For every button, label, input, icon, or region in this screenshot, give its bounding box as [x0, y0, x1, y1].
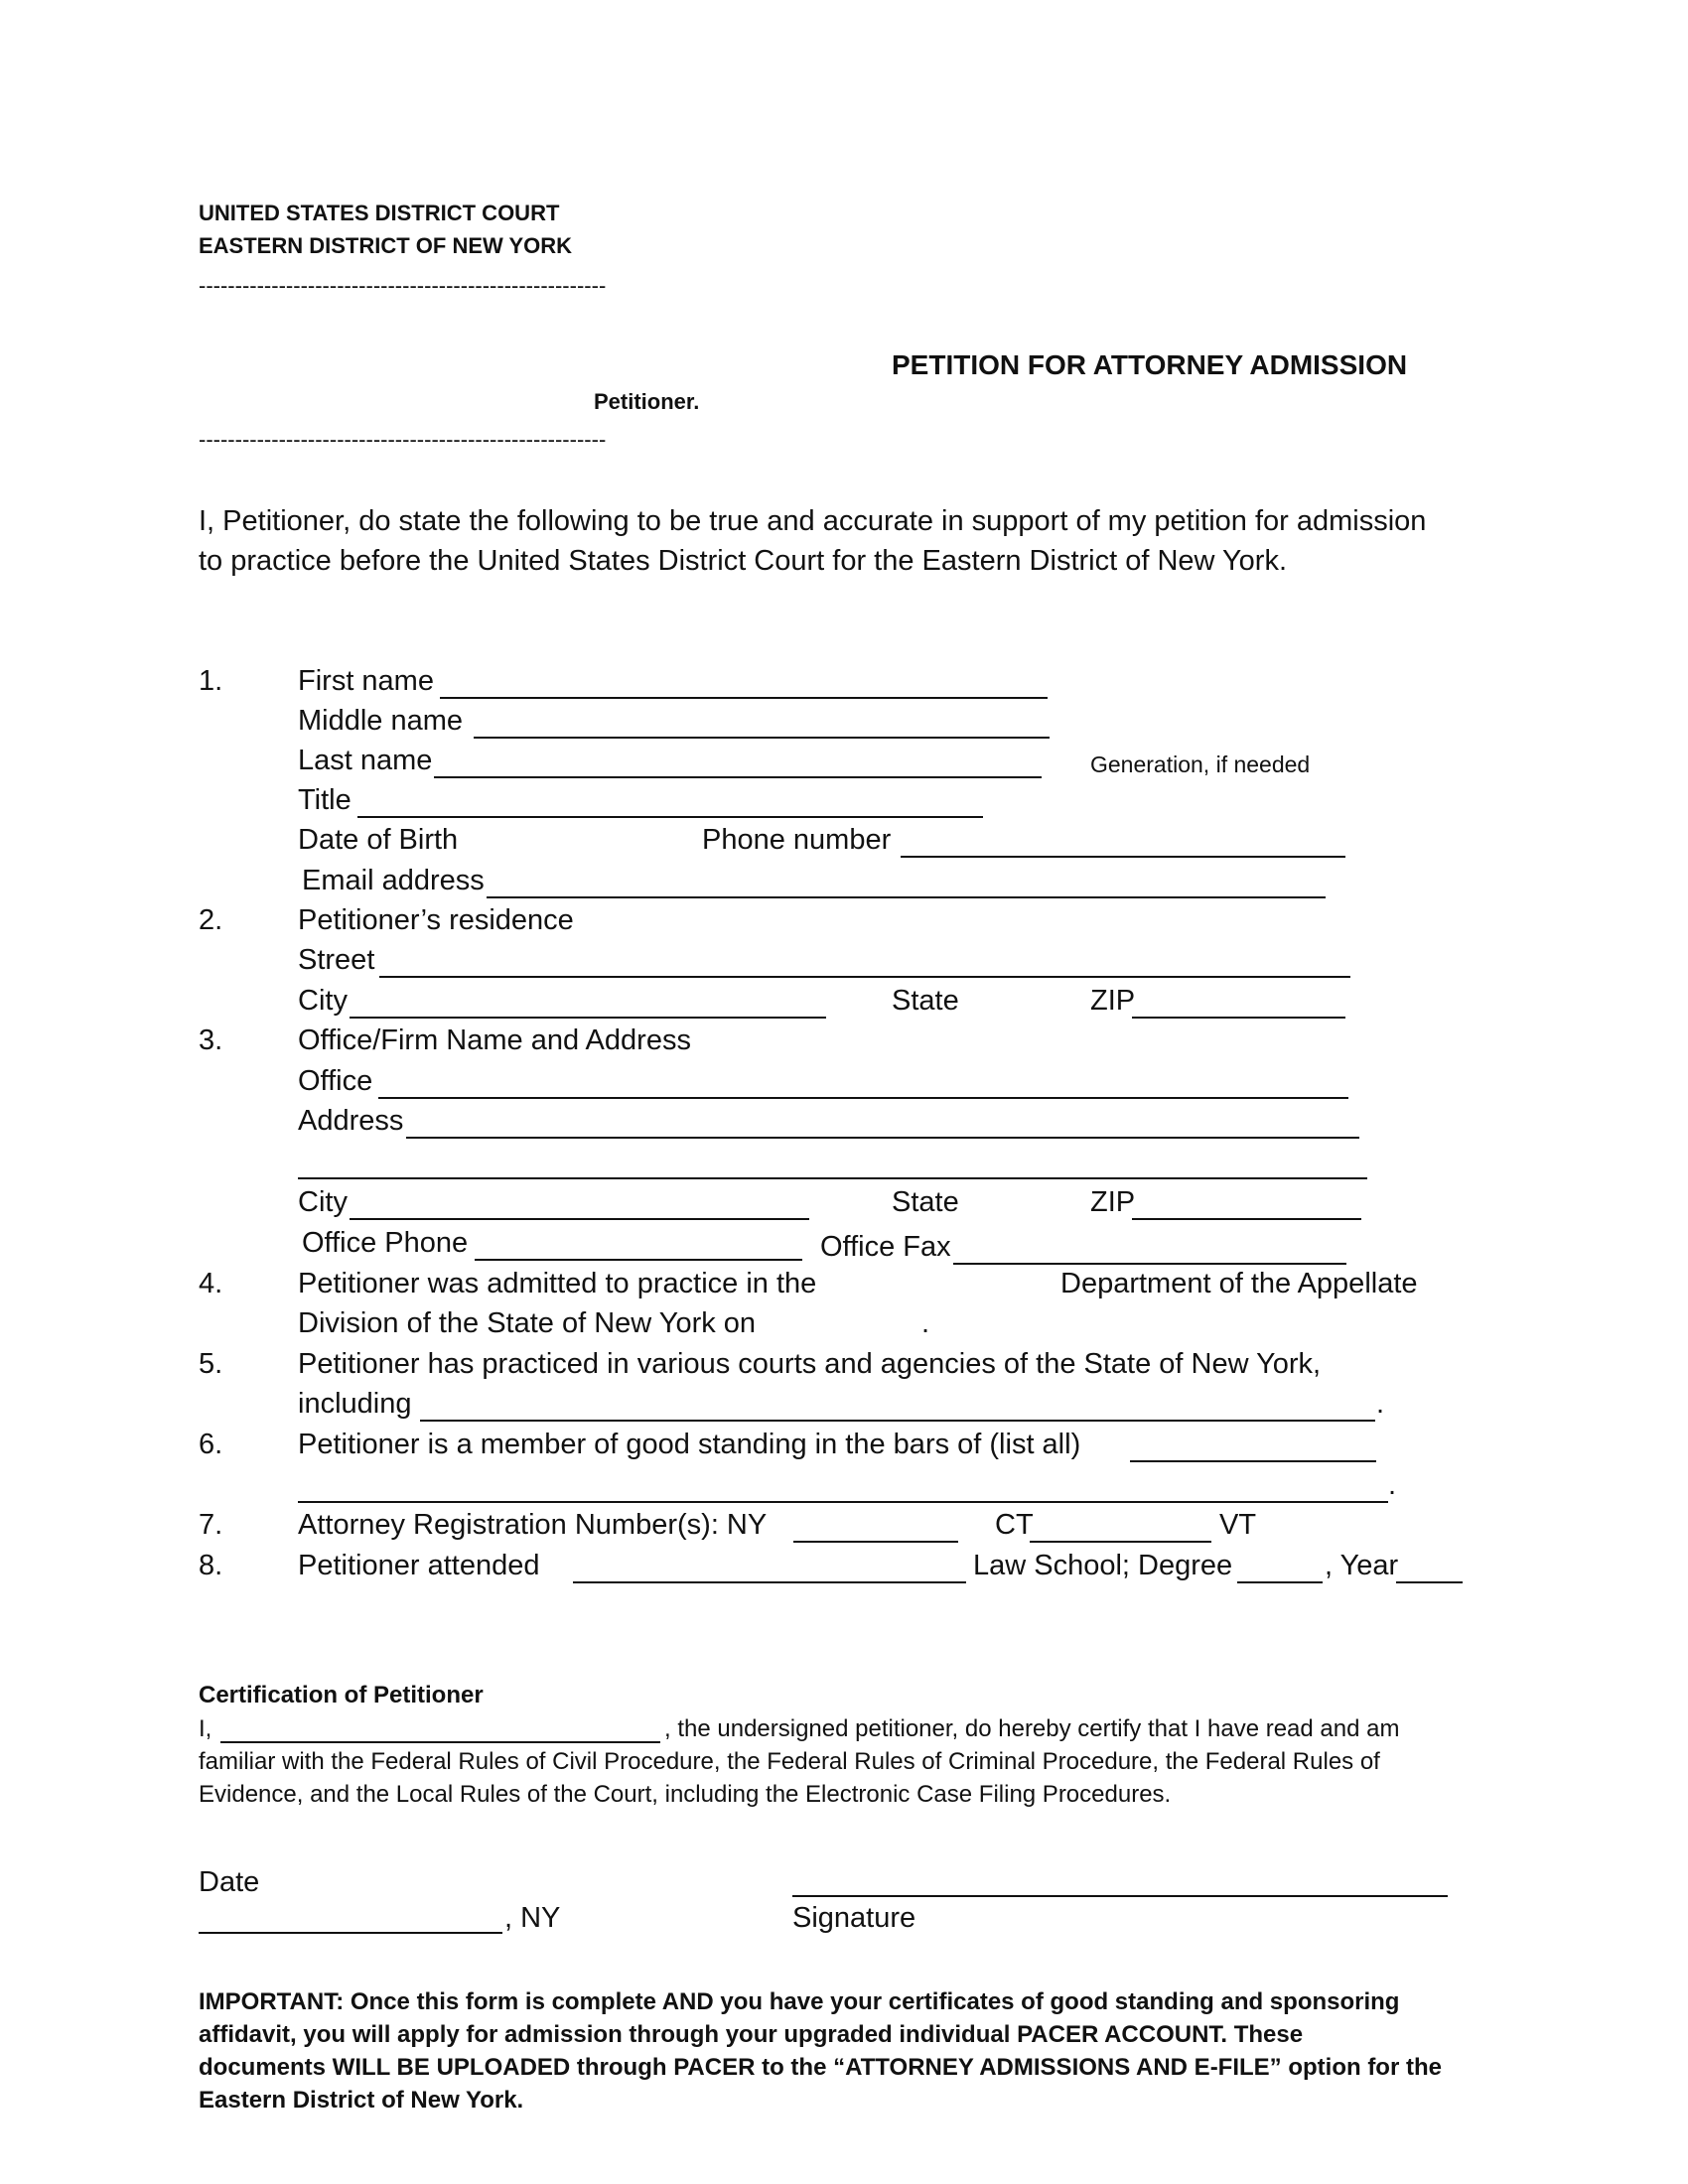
phone-label: Phone number — [702, 824, 892, 856]
residence-zip-label: ZIP — [1090, 985, 1136, 1017]
court-name: UNITED STATES DISTRICT COURT — [199, 201, 560, 225]
office-state-label: State — [892, 1186, 959, 1218]
office-heading: Office/Firm Name and Address — [298, 1024, 691, 1056]
residence-city-label: City — [298, 985, 348, 1017]
residence-state-label: State — [892, 985, 959, 1017]
certification-text-3: Evidence, and the Local Rules of the Court, including the Electronic Case Filing Procedures. — [199, 1781, 1172, 1808]
law-school-field[interactable] — [573, 1581, 966, 1583]
office-fax-field[interactable] — [953, 1263, 1346, 1265]
item-number-4: 4. — [199, 1268, 223, 1299]
generation-label: Generation, if needed — [1090, 751, 1311, 777]
court-district: EASTERN DISTRICT OF NEW YORK — [199, 233, 573, 258]
important-line-1: IMPORTANT: Once this form is complete AND you have your certificates of good standing and sponsoring — [199, 1988, 1400, 2015]
year-field[interactable] — [1396, 1581, 1463, 1583]
registration-ct-label: CT — [995, 1509, 1034, 1541]
item5-period: . — [1376, 1388, 1385, 1420]
important-line-2: affidavit, you will apply for admission through your upgraded individual PACER ACCOUNT. These — [199, 2021, 1304, 2048]
office-label: Office — [298, 1065, 373, 1097]
degree-field[interactable] — [1237, 1581, 1323, 1583]
registration-ny-field[interactable] — [793, 1541, 958, 1543]
office-field[interactable] — [378, 1097, 1348, 1099]
residence-zip-field[interactable] — [1132, 1017, 1345, 1019]
office-zip-field[interactable] — [1132, 1218, 1361, 1220]
bars-field-line2[interactable] — [298, 1501, 1388, 1503]
registration-ct-field[interactable] — [1030, 1541, 1211, 1543]
email-field[interactable] — [487, 896, 1326, 898]
petitioner-caption: Petitioner. — [594, 389, 700, 414]
street-field[interactable] — [379, 976, 1350, 978]
certification-i: I, — [199, 1715, 212, 1742]
last-name-field[interactable] — [434, 776, 1042, 778]
phone-field[interactable] — [901, 856, 1345, 858]
office-fax-label: Office Fax — [820, 1231, 951, 1263]
caption-divider-top: -------------------------------------------------------- — [199, 273, 607, 298]
office-phone-label: Office Phone — [302, 1227, 469, 1259]
page-title: PETITION FOR ATTORNEY ADMISSION — [892, 349, 1408, 380]
important-line-4: Eastern District of New York. — [199, 2087, 524, 2114]
certification-text-1: , the undersigned petitioner, do hereby certify that I have read and am — [664, 1715, 1400, 1742]
address-field-line2[interactable] — [298, 1177, 1367, 1179]
residence-heading: Petitioner’s residence — [298, 904, 574, 936]
date-ny-suffix: , NY — [504, 1902, 561, 1934]
item-number-5: 5. — [199, 1348, 223, 1380]
first-name-label: First name — [298, 665, 434, 697]
date-field[interactable] — [199, 1932, 502, 1934]
courts-field[interactable] — [420, 1420, 1375, 1422]
middle-name-label: Middle name — [298, 705, 464, 737]
signature-label: Signature — [792, 1902, 916, 1934]
item6-text: Petitioner is a member of good standing in the bars of (list all) — [298, 1429, 1081, 1460]
date-label: Date — [199, 1866, 260, 1898]
address-field[interactable] — [406, 1137, 1359, 1139]
item5-text: Petitioner has practiced in various courts and agencies of the State of New York, — [298, 1348, 1322, 1380]
item4-period: . — [921, 1307, 930, 1339]
item5-including: including — [298, 1388, 412, 1420]
last-name-label: Last name — [298, 745, 433, 776]
year-label: , Year — [1325, 1550, 1399, 1581]
office-city-label: City — [298, 1186, 348, 1218]
item-number-1: 1. — [199, 665, 223, 697]
item6-period: . — [1388, 1469, 1397, 1501]
registration-vt-label: VT — [1219, 1509, 1257, 1541]
signature-field[interactable] — [792, 1895, 1448, 1897]
residence-city-field[interactable] — [350, 1017, 826, 1019]
important-line-3: documents WILL BE UPLOADED through PACER to the “ATTORNEY ADMISSIONS AND E-FILE” option for the — [199, 2054, 1442, 2081]
first-name-field[interactable] — [440, 697, 1048, 699]
item-number-2: 2. — [199, 904, 223, 936]
item-number-7: 7. — [199, 1509, 223, 1541]
item-number-6: 6. — [199, 1429, 223, 1460]
caption-divider-bottom: -------------------------------------------------------- — [199, 427, 607, 452]
title-field[interactable] — [357, 816, 983, 818]
item-number-8: 8. — [199, 1550, 223, 1581]
intro-paragraph: I, Petitioner, do state the following to be true and accurate in support of my petition for admission to practice before the United States District Court for the Eastern District of New York. — [199, 505, 1427, 577]
law-school-degree-label: Law School; Degree — [973, 1550, 1233, 1581]
item4-text-c: Division of the State of New York on — [298, 1307, 757, 1339]
registration-ny-label: Attorney Registration Number(s): NY — [298, 1509, 768, 1541]
address-label: Address — [298, 1105, 404, 1137]
attended-label: Petitioner attended — [298, 1550, 540, 1581]
office-zip-label: ZIP — [1090, 1186, 1136, 1218]
item4-text-a: Petitioner was admitted to practice in the — [298, 1268, 817, 1299]
email-label: Email address — [302, 865, 485, 896]
certification-name-field[interactable] — [220, 1741, 660, 1743]
street-label: Street — [298, 944, 375, 976]
middle-name-field[interactable] — [474, 737, 1050, 739]
item4-text-b: Department of the Appellate — [1060, 1268, 1418, 1299]
item-number-3: 3. — [199, 1024, 223, 1056]
dob-label: Date of Birth — [298, 824, 459, 856]
office-city-field[interactable] — [350, 1218, 809, 1220]
certification-heading: Certification of Petitioner — [199, 1682, 484, 1708]
certification-text-2: familiar with the Federal Rules of Civil Procedure, the Federal Rules of Criminal Procedure, the Federal Rules of — [199, 1748, 1380, 1775]
bars-field[interactable] — [1130, 1460, 1376, 1462]
office-phone-field[interactable] — [475, 1259, 802, 1261]
title-label: Title — [298, 784, 352, 816]
